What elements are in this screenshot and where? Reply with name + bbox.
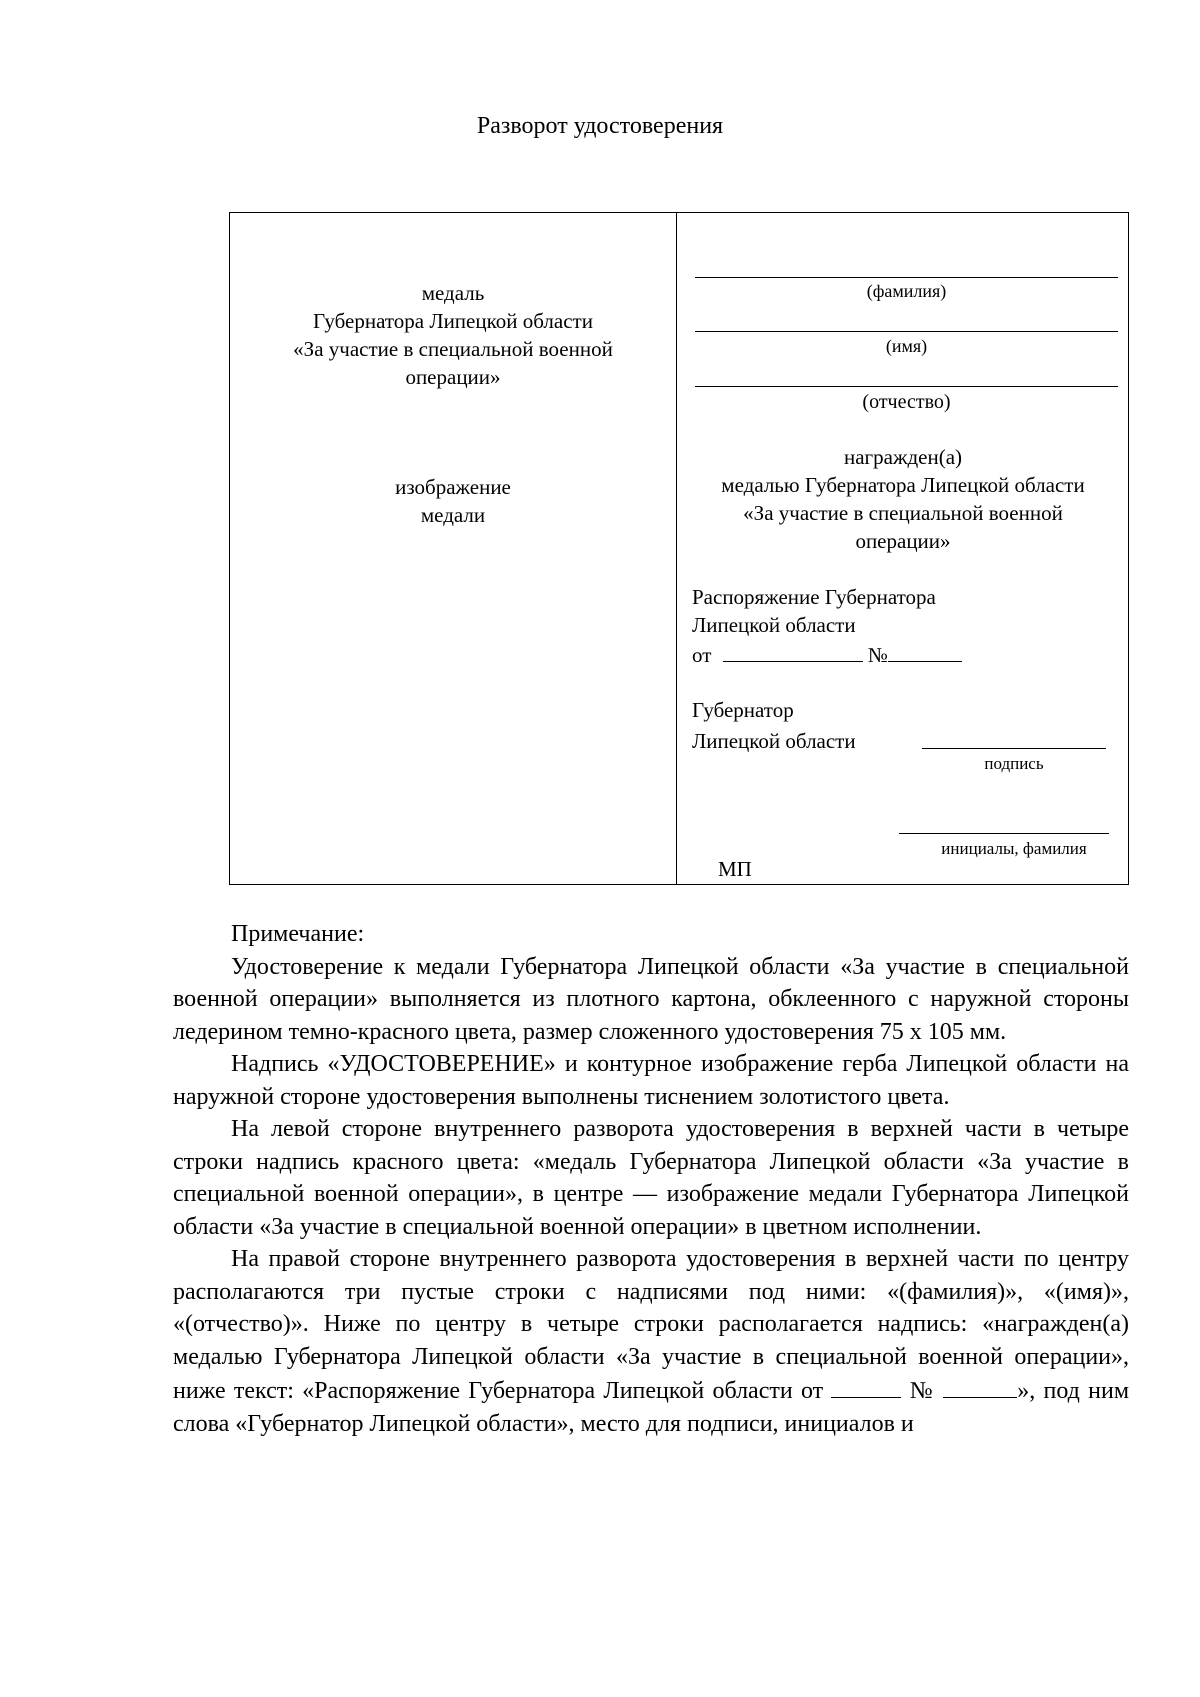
signature-label: подпись [984,754,1044,773]
decree-line: Распоряжение Губернатора [692,585,936,609]
medal-caption [230,279,676,391]
patronymic-label: (отчество) [862,391,951,413]
date-blank [831,1373,901,1398]
decree-number-blank [888,639,962,662]
page-title: Разворот удостоверения [476,113,724,139]
initials-label: инициалы, фамилия [941,839,1087,858]
signature-line [922,748,1106,749]
decree-date-blank [723,639,863,662]
notes-heading: Примечание: [231,921,365,947]
notes-text: На правой стороне внутреннего разворота удостоверения в верхней части по центру располагаются три пустые строки с надписями под ними: «(фамилия)», «(имя)», «(отчество)». Ниже по центру в четыре строки располагается надпись: «награжден(а) медалью Губернатора Липецкой области «За участие в специальной военной операции», ниже текст: «Распоряжение Губернатора Липецкой области от [173,1246,1129,1404]
medal-caption-line: медаль [421,281,485,305]
seal-label: МП [718,857,752,881]
image-label-line: медали [420,503,486,527]
awarded-line: награжден(а) [843,445,963,469]
decree-number-sign: № [867,643,888,667]
number-blank [943,1373,1017,1398]
initials-line [899,833,1109,834]
awarded-line: операции» [855,529,951,553]
governor-block [692,695,856,757]
name-label: (имя) [885,336,928,356]
name-blank-line [695,331,1118,332]
medal-image-placeholder [230,473,676,529]
medal-caption-line: Губернатора Липецкой области [313,309,593,333]
certificate-spread [229,212,1129,885]
surname-label: (фамилия) [866,281,947,301]
decree-block [692,583,962,669]
awarded-line: медалью Губернатора Липецкой области [721,473,1085,497]
governor-line: Липецкой области [692,729,856,753]
image-label-line: изображение [395,475,511,499]
medal-caption-line: «За участие в специальной военной [293,337,613,361]
patronymic-blank-line [695,386,1118,387]
notes-paragraph-last [173,1243,1129,1440]
governor-line: Губернатор [692,698,794,722]
notes-paragraph: Надпись «УДОСТОВЕРЕНИЕ» и контурное изображение герба Липецкой области на наружной стороне удостоверения выполнены тиснением золотистого цвета. [173,1051,1129,1110]
notes-section [173,918,1129,1440]
surname-blank-line [695,277,1118,278]
medal-caption-line: операции» [405,365,501,389]
notes-paragraph: Удостоверение к медали Губернатора Липецкой области «За участие в специальной военной операции» выполняется из плотного картона, обклеенного с наружной стороны ледерином темно-красного цвета, размер сложенного удостоверения 75 x 105 мм. [173,953,1129,1045]
awarded-text [677,443,1129,555]
right-page [677,213,1129,884]
awarded-line: «За участие в специальной военной [743,501,1063,525]
notes-paragraph: На левой стороне внутреннего разворота удостоверения в верхней части в четыре строки надпись красного цвета: «медаль Губернатора Липецкой области «За участие в специальной военной операции», в центре — изображение медали Губернатора Липецкой области «За участие в специальной военной операции» в цветном исполнении. [173,1116,1129,1240]
left-page [230,213,676,884]
number-sign: № [909,1378,935,1404]
notes-text: », под ним слова «Губернатор Липецкой области», место для подписи, инициалов и [173,1378,1130,1437]
decree-date-number-line [692,639,962,669]
decree-line: Липецкой области [692,613,856,637]
decree-from-label: от [692,643,712,667]
